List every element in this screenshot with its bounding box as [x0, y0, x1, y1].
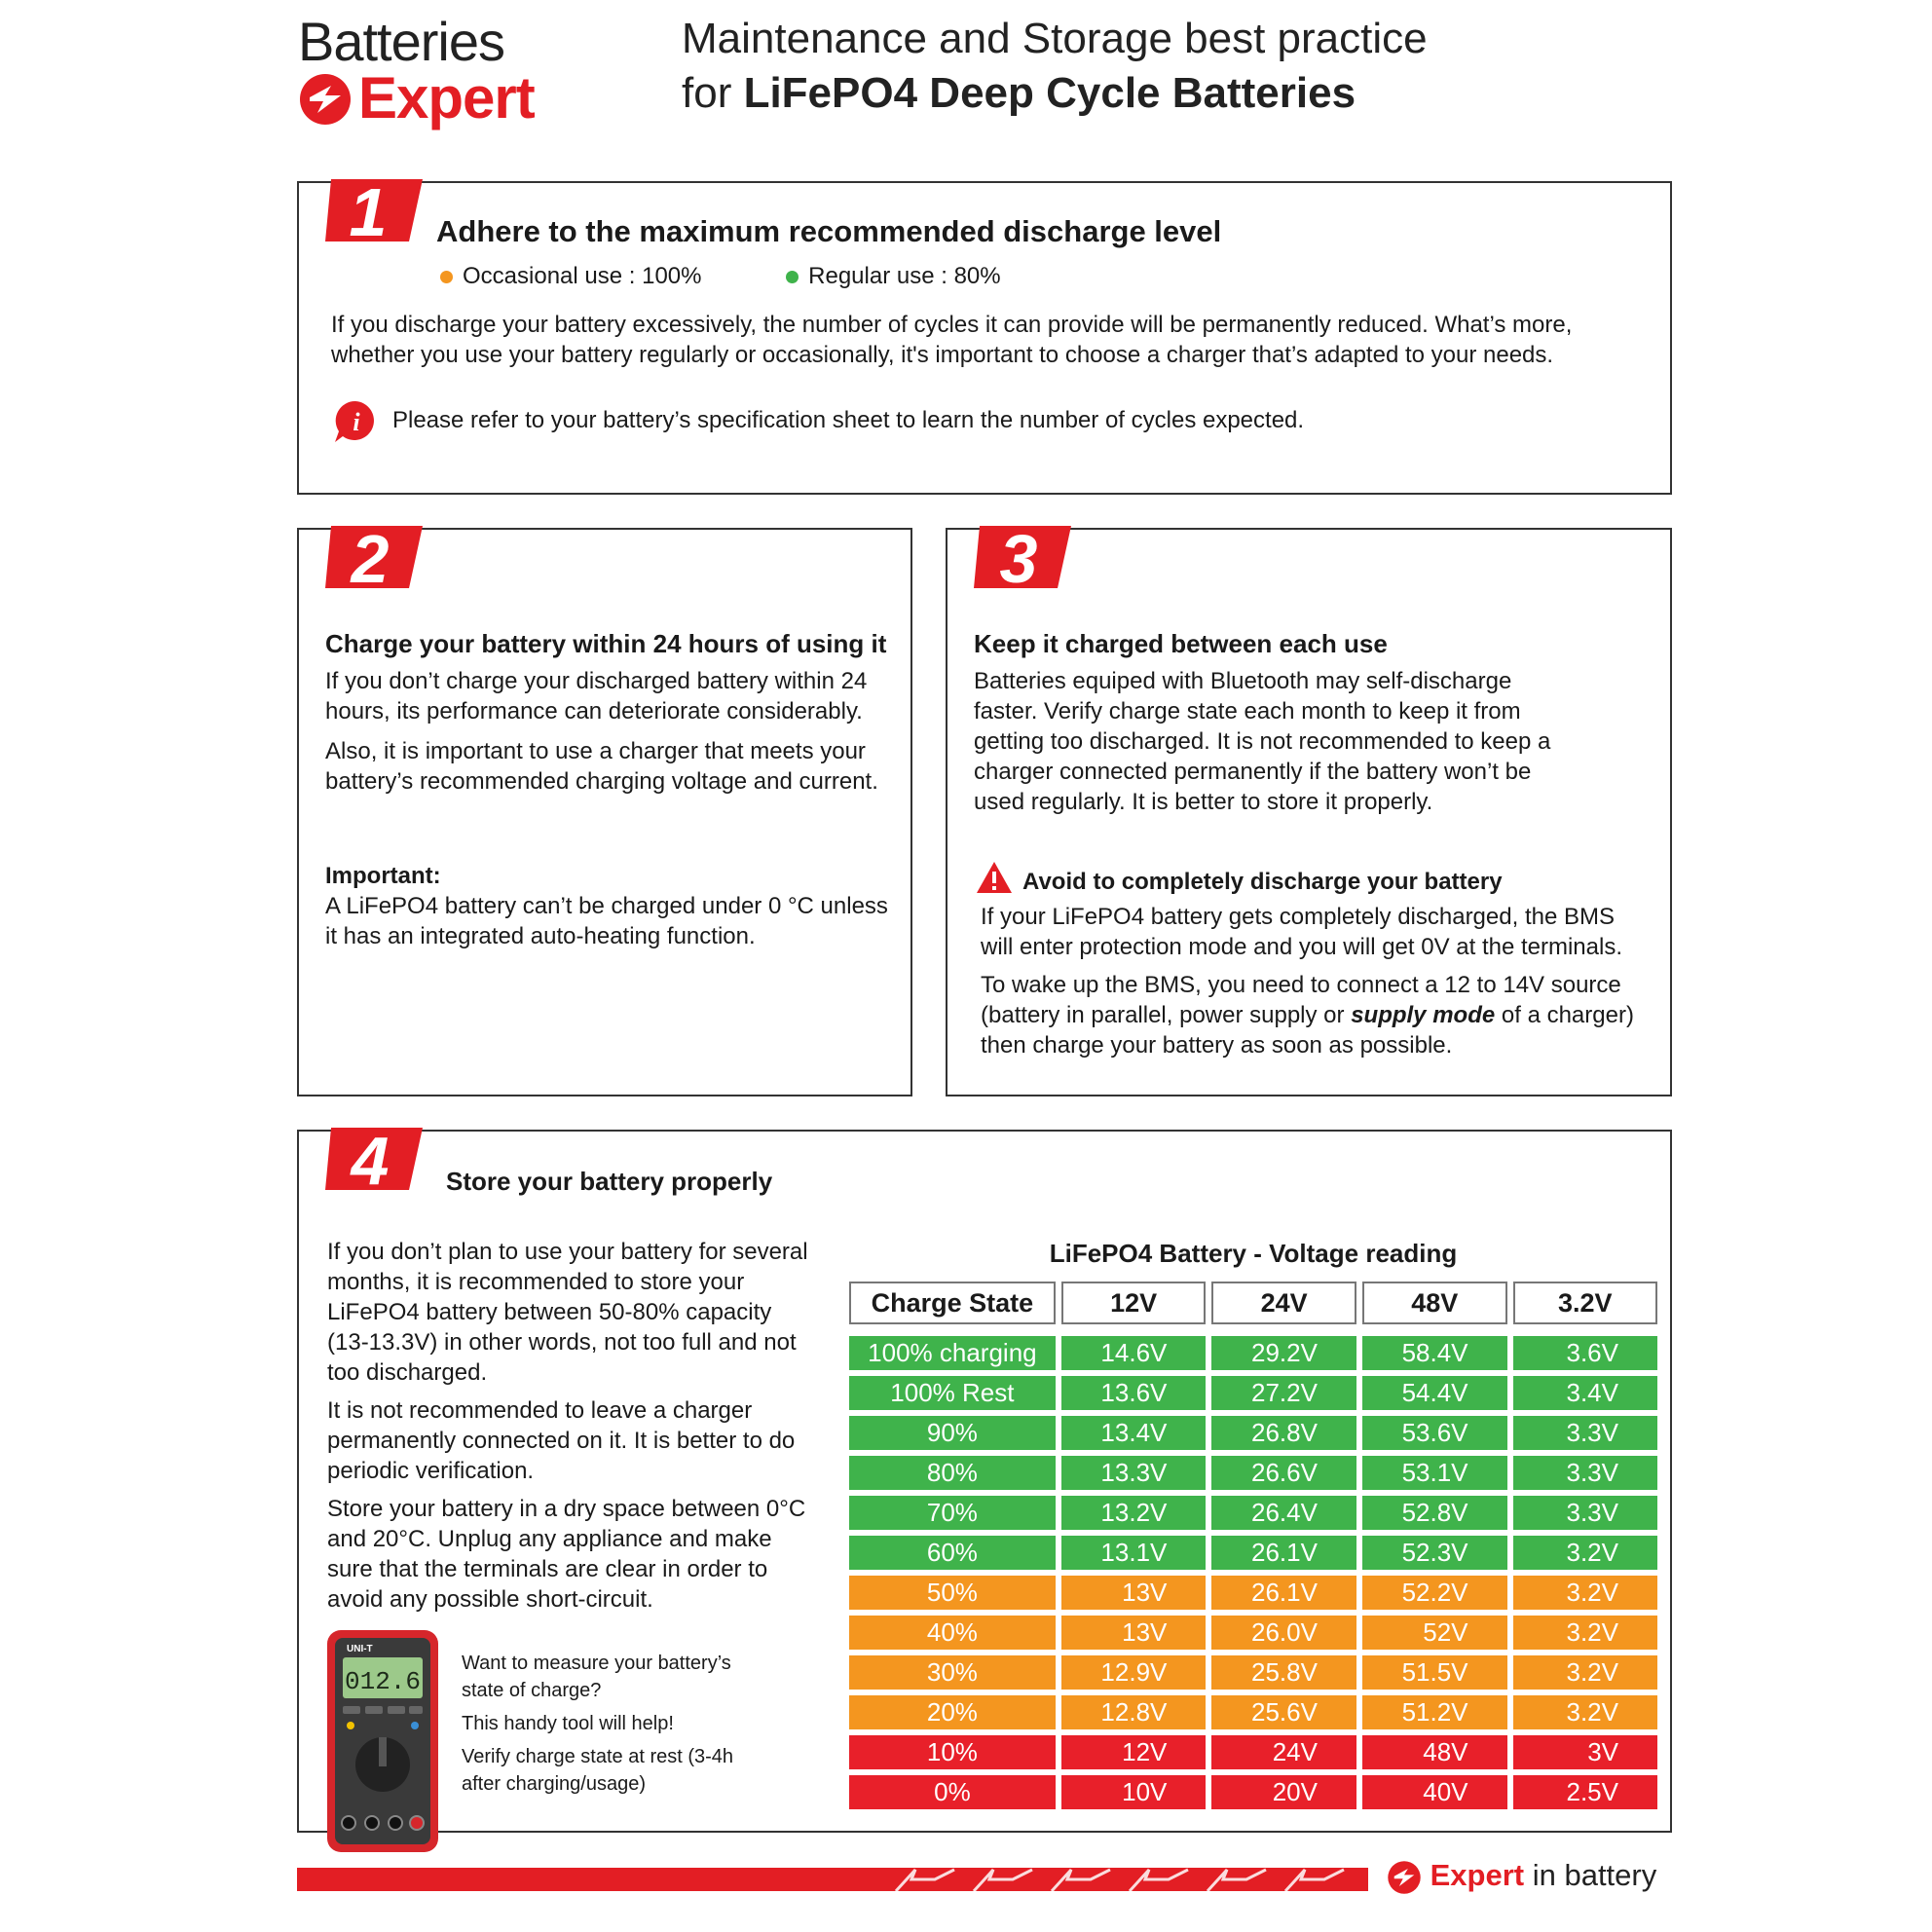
charge-state-cell: 0%: [849, 1775, 1056, 1809]
voltage-table: [843, 1276, 1663, 1815]
voltage-cell: 14.6V: [1061, 1336, 1207, 1370]
brand-logo: [298, 10, 571, 130]
charge-state-cell: 70%: [849, 1496, 1056, 1530]
bolt-icon: [1387, 1860, 1422, 1895]
voltage-cell: 20V: [1211, 1775, 1356, 1809]
section-4-p1: If you don’t plan to use your battery for several months, it is recommended to store your LiFePO4 battery between 50-80% capacity (13-13.3V) in other words, not too full and not too discharged.: [327, 1239, 808, 1386]
brand-line1: Batteries: [298, 11, 504, 72]
voltage-cell: 48V: [1362, 1735, 1507, 1769]
voltage-cell: 3.2V: [1513, 1616, 1657, 1650]
voltage-cell: 13.3V: [1061, 1456, 1207, 1490]
charge-state-cell: 60%: [849, 1536, 1056, 1570]
tool-line1: Want to measure your battery’s state of charge?: [462, 1653, 731, 1701]
section-4-body: [327, 1237, 814, 1615]
title-line2-bold: LiFePO4 Deep Cycle Batteries: [743, 69, 1356, 117]
voltage-cell: 25.6V: [1211, 1695, 1356, 1729]
charge-state-cell: 100% charging: [849, 1336, 1056, 1370]
voltage-cell: 52.2V: [1362, 1576, 1507, 1610]
voltage-cell: 12.8V: [1061, 1695, 1207, 1729]
voltage-cell: 53.1V: [1362, 1456, 1507, 1490]
section-2-p1: If you don’t charge your discharged battery within 24 hours, its performance can deteriorate considerably.: [325, 668, 868, 724]
section-3-p1: Batteries equiped with Bluetooth may self-discharge faster. Verify charge state each month to keep it from getting too discharged. It is not recommended to keep a charger connected permanently if the battery won’t be used regularly. It is better to store it properly.: [974, 668, 1551, 815]
section-4-number: 4: [351, 1128, 390, 1194]
voltage-cell: 13.2V: [1061, 1496, 1207, 1530]
charge-state-cell: 30%: [849, 1655, 1056, 1690]
section-4-p3: Store your battery in a dry space between 0°C and 20°C. Unplug any appliance and make sure that the terminals are clear in order to avoid any possible short-circuit.: [327, 1496, 806, 1613]
section-2-badge: [325, 526, 423, 597]
number-badge-icon: [974, 526, 1071, 592]
table-row: [849, 1576, 1657, 1610]
table-row: [849, 1336, 1657, 1370]
bolt-icon: [298, 72, 353, 127]
section-2-body: [325, 666, 890, 797]
voltage-cell: 58.4V: [1362, 1336, 1507, 1370]
bullet-occasional: [440, 263, 701, 289]
footer-stripes: [876, 1862, 1383, 1897]
tool-line2: This handy tool will help!: [462, 1713, 674, 1734]
info-icon: [333, 399, 378, 444]
voltage-cell: 51.5V: [1362, 1655, 1507, 1690]
table-row: [849, 1655, 1657, 1690]
multimeter-icon: [325, 1628, 440, 1854]
table-row: [849, 1735, 1657, 1769]
voltage-cell: 3.6V: [1513, 1336, 1657, 1370]
charge-state-cell: 20%: [849, 1695, 1056, 1729]
voltage-cell: 3.2V: [1513, 1695, 1657, 1729]
page-title: [682, 12, 1558, 121]
section-3-p3-c: of a charger) then charge your battery as soon as possible.: [981, 1002, 1634, 1059]
column-header: 3.2V: [1513, 1282, 1657, 1324]
section-3-number: 3: [999, 526, 1038, 592]
column-header: 24V: [1211, 1282, 1356, 1324]
section-1-heading: Adhere to the maximum recommended discharge level: [436, 214, 1222, 248]
voltage-cell: 13.4V: [1061, 1416, 1207, 1450]
voltage-table-title: LiFePO4 Battery - Voltage reading: [1049, 1239, 1458, 1268]
voltage-cell: 3.4V: [1513, 1376, 1657, 1410]
section-1-line1: If you discharge your battery excessively, the number of cycles it can provide will be permanently reduced. What’s more,: [331, 312, 1573, 338]
title-line2-prefix: for: [682, 69, 744, 117]
bullet-regular-text: Regular use : 80%: [808, 263, 1001, 289]
section-3-p2: If your LiFePO4 battery gets completely discharged, the BMS will enter protection mode and you will get 0V at the terminals.: [981, 904, 1623, 960]
voltage-cell: 3.3V: [1513, 1496, 1657, 1530]
section-1-number: 1: [349, 179, 388, 245]
voltage-cell: 12.9V: [1061, 1655, 1207, 1690]
section-3-badge: [974, 526, 1071, 597]
charge-state-cell: 90%: [849, 1416, 1056, 1450]
voltage-cell: 13.1V: [1061, 1536, 1207, 1570]
column-header: 12V: [1061, 1282, 1207, 1324]
charge-state-cell: 10%: [849, 1735, 1056, 1769]
important-text: A LiFePO4 battery can’t be charged under 0 °C unless it has an integrated auto-heating function.: [325, 893, 888, 949]
voltage-cell: 3V: [1513, 1735, 1657, 1769]
column-header: Charge State: [849, 1282, 1056, 1324]
warning-icon: [976, 861, 1013, 894]
title-line2: [682, 66, 1558, 121]
brand-line2: Expert: [358, 65, 535, 130]
charge-state-cell: 40%: [849, 1616, 1056, 1650]
voltage-cell: 26.0V: [1211, 1616, 1356, 1650]
warning-heading: Avoid to completely discharge your battery: [1022, 869, 1503, 895]
svg-text:i: i: [353, 408, 360, 436]
table-row: [849, 1695, 1657, 1729]
table-header-row: [849, 1282, 1657, 1324]
voltage-cell: 54.4V: [1362, 1376, 1507, 1410]
section-2: [297, 528, 912, 1096]
voltage-cell: 3.3V: [1513, 1456, 1657, 1490]
voltage-cell: 13V: [1061, 1616, 1207, 1650]
green-dot-icon: [786, 271, 799, 283]
section-1-line2: whether you use your battery regularly or occasionally, it's important to choose a charger that’s adapted to your needs.: [331, 342, 1554, 368]
tool-caption: [462, 1650, 754, 1798]
meter-brand: UNI-T: [347, 1644, 373, 1654]
voltage-cell: 52.8V: [1362, 1496, 1507, 1530]
section-1-body: [331, 310, 1636, 370]
table-row: [849, 1496, 1657, 1530]
table-row: [849, 1376, 1657, 1410]
voltage-cell: 25.8V: [1211, 1655, 1356, 1690]
title-line1: Maintenance and Storage best practice: [682, 15, 1428, 62]
table-row: [849, 1616, 1657, 1650]
section-3-heading: Keep it charged between each use: [974, 629, 1388, 658]
orange-dot-icon: [440, 271, 453, 283]
section-2-number: 2: [351, 526, 390, 592]
section-4-badge: [325, 1128, 423, 1199]
voltage-cell: 12V: [1061, 1735, 1207, 1769]
voltage-cell: 52V: [1362, 1616, 1507, 1650]
voltage-cell: 3.3V: [1513, 1416, 1657, 1450]
tool-line3: Verify charge state at rest (3-4h after charging/usage): [462, 1746, 734, 1795]
voltage-cell: 2.5V: [1513, 1775, 1657, 1809]
voltage-cell: 13.6V: [1061, 1376, 1207, 1410]
voltage-cell: 26.4V: [1211, 1496, 1356, 1530]
table-row: [849, 1416, 1657, 1450]
voltage-cell: 3.2V: [1513, 1655, 1657, 1690]
discharge-bullets: [440, 263, 1001, 290]
charge-state-cell: 100% Rest: [849, 1376, 1056, 1410]
section-1-badge: [325, 179, 423, 250]
footer-rest: in battery: [1524, 1858, 1657, 1892]
voltage-cell: 26.6V: [1211, 1456, 1356, 1490]
section-2-heading: Charge your battery within 24 hours of using it: [325, 629, 887, 658]
section-4-heading: Store your battery properly: [446, 1167, 773, 1196]
supply-mode-text: supply mode: [1351, 1002, 1496, 1028]
voltage-cell: 52.3V: [1362, 1536, 1507, 1570]
section-4-p2: It is not recommended to leave a charger permanently connected on it. It is better to do periodic verification.: [327, 1397, 796, 1484]
voltage-cell: 26.1V: [1211, 1576, 1356, 1610]
section-3-p3-a: To wake up the BMS, you need to connect a 12 to 14V source (battery in parallel, power supply or: [981, 972, 1621, 1028]
bullet-occasional-text: Occasional use : 100%: [463, 263, 702, 289]
table-row: [849, 1456, 1657, 1490]
voltage-cell: 10V: [1061, 1775, 1207, 1809]
voltage-cell: 27.2V: [1211, 1376, 1356, 1410]
voltage-cell: 26.1V: [1211, 1536, 1356, 1570]
section-3-p3: [981, 970, 1643, 1060]
voltage-cell: 51.2V: [1362, 1695, 1507, 1729]
voltage-cell: 40V: [1362, 1775, 1507, 1809]
section-3-warning-body: [981, 902, 1643, 1060]
section-3-body: [974, 666, 1558, 817]
voltage-cell: 24V: [1211, 1735, 1356, 1769]
number-badge-icon: [325, 1128, 423, 1194]
section-2-important: [325, 861, 890, 951]
voltage-cell: 3.2V: [1513, 1576, 1657, 1610]
number-badge-icon: [325, 526, 423, 592]
table-row: [849, 1775, 1657, 1809]
section-2-p2: Also, it is important to use a charger that meets your battery’s recommended charging voltage and current.: [325, 738, 878, 795]
footer-tagline: [1387, 1858, 1656, 1895]
footer-expert: Expert: [1430, 1858, 1525, 1892]
voltage-cell: 29.2V: [1211, 1336, 1356, 1370]
important-label: Important:: [325, 863, 441, 889]
info-text: Please refer to your battery’s specification sheet to learn the number of cycles expected.: [392, 407, 1305, 433]
meter-reading: 012.6: [344, 1667, 422, 1696]
charge-state-cell: 80%: [849, 1456, 1056, 1490]
column-header: 48V: [1362, 1282, 1507, 1324]
table-row: [849, 1536, 1657, 1570]
charge-state-cell: 50%: [849, 1576, 1056, 1610]
number-badge-icon: [325, 179, 423, 245]
voltage-cell: 53.6V: [1362, 1416, 1507, 1450]
bullet-regular: [786, 263, 1000, 289]
voltage-cell: 3.2V: [1513, 1536, 1657, 1570]
voltage-cell: 26.8V: [1211, 1416, 1356, 1450]
voltage-cell: 13V: [1061, 1576, 1207, 1610]
